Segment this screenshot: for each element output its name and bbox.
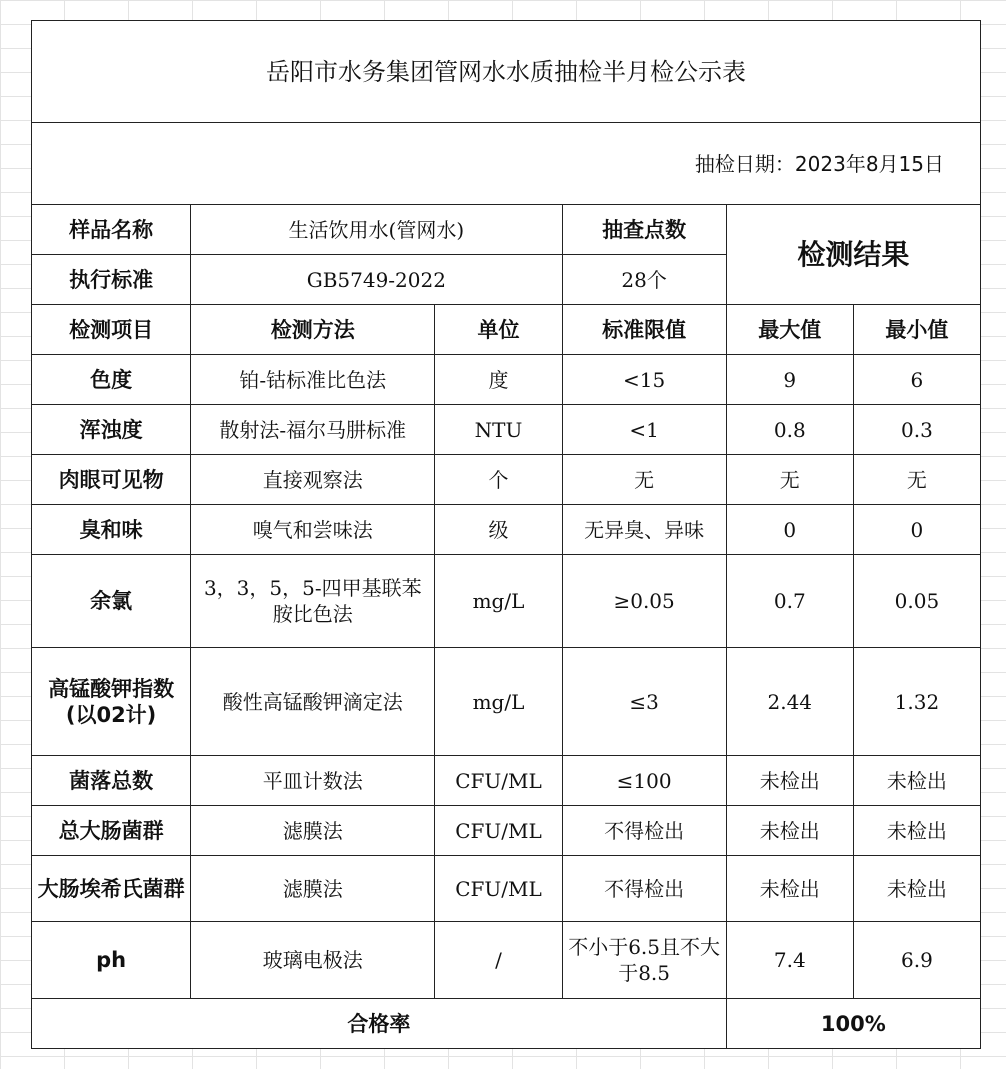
table-row <box>32 405 981 455</box>
standard-value: GB5749-2022 <box>191 255 562 305</box>
cell-method: 滤膜法 <box>191 806 435 856</box>
cell-method: 散射法-福尔马肼标准 <box>191 405 435 455</box>
cell-method: 平皿计数法 <box>191 756 435 806</box>
column-header: 标准限值 <box>562 305 726 355</box>
column-header: 最大值 <box>726 305 853 355</box>
cell-max: 2.44 <box>726 648 853 756</box>
cell-limit: <1 <box>562 405 726 455</box>
cell-unit: CFU/ML <box>435 856 562 922</box>
cell-max: 7.4 <box>726 922 853 999</box>
cell-method: 直接观察法 <box>191 455 435 505</box>
cell-min: 0 <box>853 505 980 555</box>
cell-max: 0.7 <box>726 555 853 648</box>
cell-item: 臭和味 <box>32 505 191 555</box>
sample-name-label: 样品名称 <box>32 205 191 255</box>
column-header: 检测方法 <box>191 305 435 355</box>
cell-unit: 度 <box>435 355 562 405</box>
inspection-date: 抽检日期：2023年8月15日 <box>32 123 981 205</box>
table-row <box>32 806 981 856</box>
result-label: 检测结果 <box>726 205 980 305</box>
pass-rate-label: 合格率 <box>32 999 727 1049</box>
points-label: 抽查点数 <box>562 205 726 255</box>
pass-rate-value: 100% <box>726 999 980 1049</box>
cell-max: 0 <box>726 505 853 555</box>
cell-item: 肉眼可见物 <box>32 455 191 505</box>
sample-name-value: 生活饮用水(管网水) <box>191 205 562 255</box>
cell-min: 未检出 <box>853 856 980 922</box>
cell-max: 未检出 <box>726 856 853 922</box>
cell-unit: 个 <box>435 455 562 505</box>
cell-min: 无 <box>853 455 980 505</box>
cell-unit: mg/L <box>435 648 562 756</box>
cell-item: 菌落总数 <box>32 756 191 806</box>
table-row <box>32 355 981 405</box>
cell-item: 高锰酸钾指数(以02计) <box>32 648 191 756</box>
cell-limit: ≥0.05 <box>562 555 726 648</box>
cell-min: 未检出 <box>853 756 980 806</box>
cell-item: 浑浊度 <box>32 405 191 455</box>
cell-item: ph <box>32 922 191 999</box>
cell-unit: CFU/ML <box>435 756 562 806</box>
cell-max: 9 <box>726 355 853 405</box>
cell-max: 未检出 <box>726 806 853 856</box>
points-value: 28个 <box>562 255 726 305</box>
standard-label: 执行标准 <box>32 255 191 305</box>
cell-limit: ≤3 <box>562 648 726 756</box>
cell-limit: 不得检出 <box>562 856 726 922</box>
water-quality-table <box>31 20 981 1049</box>
column-header: 最小值 <box>853 305 980 355</box>
cell-item: 大肠埃希氏菌群 <box>32 856 191 922</box>
cell-unit: CFU/ML <box>435 806 562 856</box>
cell-min: 1.32 <box>853 648 980 756</box>
table-row <box>32 648 981 756</box>
cell-min: 0.05 <box>853 555 980 648</box>
pass-rate-row <box>32 999 981 1049</box>
cell-max: 无 <box>726 455 853 505</box>
cell-limit: 不得检出 <box>562 806 726 856</box>
cell-limit: <15 <box>562 355 726 405</box>
column-header: 单位 <box>435 305 562 355</box>
cell-method: 酸性高锰酸钾滴定法 <box>191 648 435 756</box>
column-header-row <box>32 305 981 355</box>
cell-unit: 级 <box>435 505 562 555</box>
cell-method: 铂-钴标准比色法 <box>191 355 435 405</box>
cell-max: 0.8 <box>726 405 853 455</box>
cell-method: 玻璃电极法 <box>191 922 435 999</box>
cell-method: 滤膜法 <box>191 856 435 922</box>
table-row <box>32 856 981 922</box>
cell-unit: NTU <box>435 405 562 455</box>
cell-min: 6 <box>853 355 980 405</box>
cell-item: 总大肠菌群 <box>32 806 191 856</box>
cell-min: 6.9 <box>853 922 980 999</box>
column-header: 检测项目 <box>32 305 191 355</box>
cell-limit: 无异臭、异味 <box>562 505 726 555</box>
cell-max: 未检出 <box>726 756 853 806</box>
cell-item: 余氯 <box>32 555 191 648</box>
cell-item: 色度 <box>32 355 191 405</box>
table-row <box>32 505 981 555</box>
cell-unit: / <box>435 922 562 999</box>
cell-min: 0.3 <box>853 405 980 455</box>
table-row <box>32 555 981 648</box>
cell-limit: ≤100 <box>562 756 726 806</box>
page-title: 岳阳市水务集团管网水水质抽检半月检公示表 <box>32 21 981 123</box>
table-row <box>32 455 981 505</box>
cell-method: 3，3，5，5-四甲基联苯胺比色法 <box>191 555 435 648</box>
cell-limit: 不小于6.5且不大于8.5 <box>562 922 726 999</box>
cell-min: 未检出 <box>853 806 980 856</box>
cell-limit: 无 <box>562 455 726 505</box>
cell-method: 嗅气和尝味法 <box>191 505 435 555</box>
cell-unit: mg/L <box>435 555 562 648</box>
table-row <box>32 922 981 999</box>
table-row <box>32 756 981 806</box>
